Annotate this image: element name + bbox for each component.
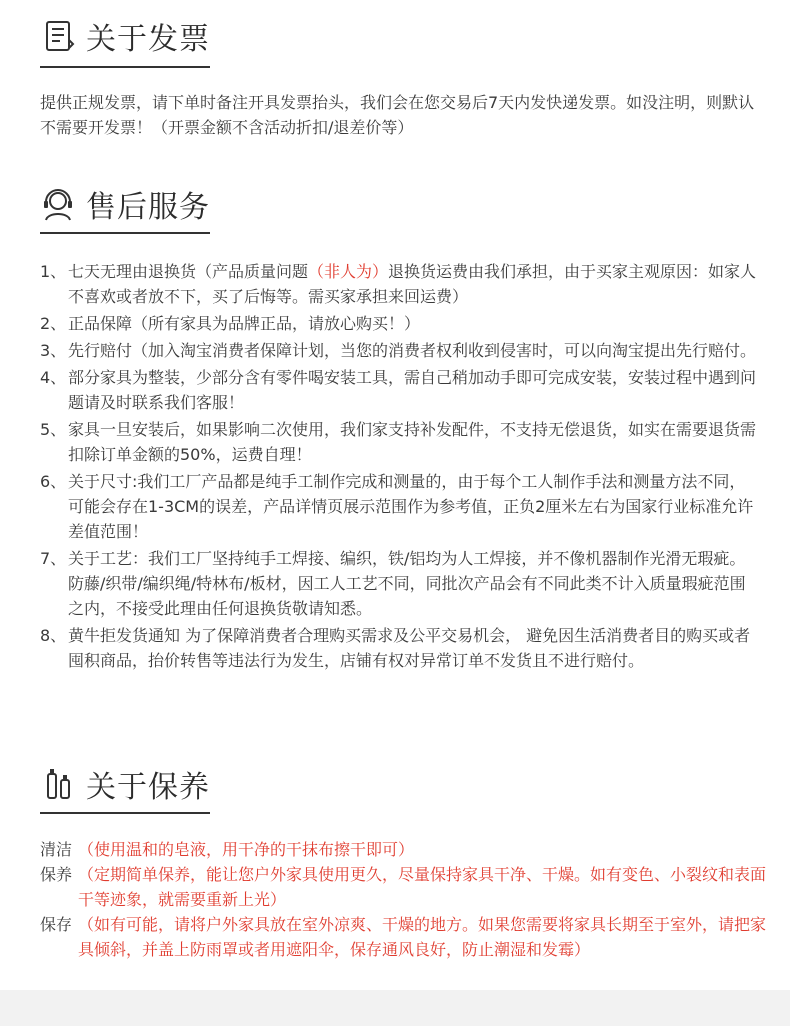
list-item <box>40 546 760 621</box>
care-row <box>40 912 770 962</box>
list-item-number: 1、 <box>40 262 67 281</box>
list-item-highlight: （非人为） <box>308 262 389 281</box>
maintenance-header <box>40 762 210 806</box>
list-item <box>40 623 760 673</box>
care-label: 清洁 <box>40 840 73 859</box>
list-item-number: 3、 <box>40 341 67 360</box>
care-row <box>40 862 770 912</box>
list-item-text <box>68 259 760 309</box>
list-item-text: 家具一旦安装后，如果影响二次使用，我们家支持补发配件，不支持无偿退货，如实在需要退货需扣除订单金额的50%，运费自理！ <box>68 420 757 464</box>
list-item-text-post: 退换货运费由我们承担，由于买家主观原因：如家人不喜欢或者放不下，买了后悔等。需买家承担来回运费） <box>68 262 757 306</box>
list-item-number: 4、 <box>40 368 67 387</box>
list-item-number: 6、 <box>40 472 67 491</box>
invoice-title: 关于发票 <box>86 22 210 57</box>
list-item-number: 8、 <box>40 626 67 645</box>
care-value: （使用温和的皂液，用干净的干抹布擦干即可） <box>78 840 415 859</box>
list-item <box>40 417 760 467</box>
invoice-underline <box>40 66 210 68</box>
bottom-band <box>0 990 790 1026</box>
list-item <box>40 338 760 363</box>
list-item-number: 5、 <box>40 420 67 439</box>
care-value: （如有可能，请将户外家具放在室外凉爽、干燥的地方。如果您需要将家具长期至于室外，请把家具倾斜，并盖上防雨罩或者用遮阳伞，保存通风良好，防止潮湿和发霉） <box>78 915 767 959</box>
after-sales-list <box>40 259 760 675</box>
content-card <box>18 0 772 990</box>
list-item-text: 先行赔付（加入淘宝消费者保障计划，当您的消费者权利收到侵害时，可以向淘宝提出先行赔付。 <box>68 341 757 360</box>
list-item-text: 部分家具为整装，少部分含有零件喝安装工具，需自己稍加动手即可完成安装，安装过程中遇到问题请及时联系我们客服！ <box>68 368 757 412</box>
care-value: （定期简单保养，能让您户外家具使用更久，尽量保持家具干净、干燥。如有变色、小裂纹和表面干等迹象，就需要重新上光） <box>78 865 767 909</box>
care-label: 保养 <box>40 865 73 884</box>
customer-service-icon <box>40 186 76 222</box>
list-item-number: 7、 <box>40 549 67 568</box>
maintenance-list <box>40 837 770 962</box>
list-item <box>40 259 760 309</box>
list-item-text: 正品保障（所有家具为品牌正品，请放心购买！） <box>68 314 421 333</box>
invoice-header <box>40 14 210 58</box>
list-item-text-pre: 七天无理由退换货（产品质量问题 <box>68 262 309 281</box>
document-icon <box>40 18 76 54</box>
maintenance-title: 关于保养 <box>86 770 210 805</box>
list-item <box>40 365 760 415</box>
list-item-number: 2、 <box>40 314 67 333</box>
bottles-icon <box>40 766 76 802</box>
invoice-text: 提供正规发票，请下单时备注开具发票抬头，我们会在您交易后7天内发快递发票。如没注明，则默认不需要开发票！（开票金额不含活动折扣/退差价等） <box>40 93 755 137</box>
list-item-text: 黄牛拒发货通知 为了保障消费者合理购买需求及公平交易机会， 避免因生活消费者目的购买或者囤积商品，抬价转售等违法行为发生，店铺有权对异常订单不发货且不进行赔付。 <box>68 626 751 670</box>
maintenance-underline <box>40 812 210 814</box>
after-sales-title: 售后服务 <box>86 190 210 225</box>
list-item-text: 关于尺寸:我们工厂产品都是纯手工制作完成和测量的，由于每个工人制作手法和测量方法不同，可能会存在1-3CM的误差，产品详情页展示范围作为参考值，正负2厘米左右为国家行业标准允许差值范围！ <box>68 472 754 541</box>
care-row <box>40 837 770 862</box>
list-item-text: 关于工艺：我们工厂坚持纯手工焊接、编织，铁/铝均为人工焊接，并不像机器制作光滑无瑕疵。防藤/织带/编织绳/特林布/板材，因工人工艺不同，同批次产品会有不同此类不计入质量瑕疵范围之内，不接受此理由任何退换货敬请知悉。 <box>68 549 746 618</box>
care-label: 保存 <box>40 915 73 934</box>
after-sales-header <box>40 182 210 226</box>
after-sales-underline <box>40 232 210 234</box>
list-item <box>40 311 760 336</box>
list-item <box>40 469 760 544</box>
